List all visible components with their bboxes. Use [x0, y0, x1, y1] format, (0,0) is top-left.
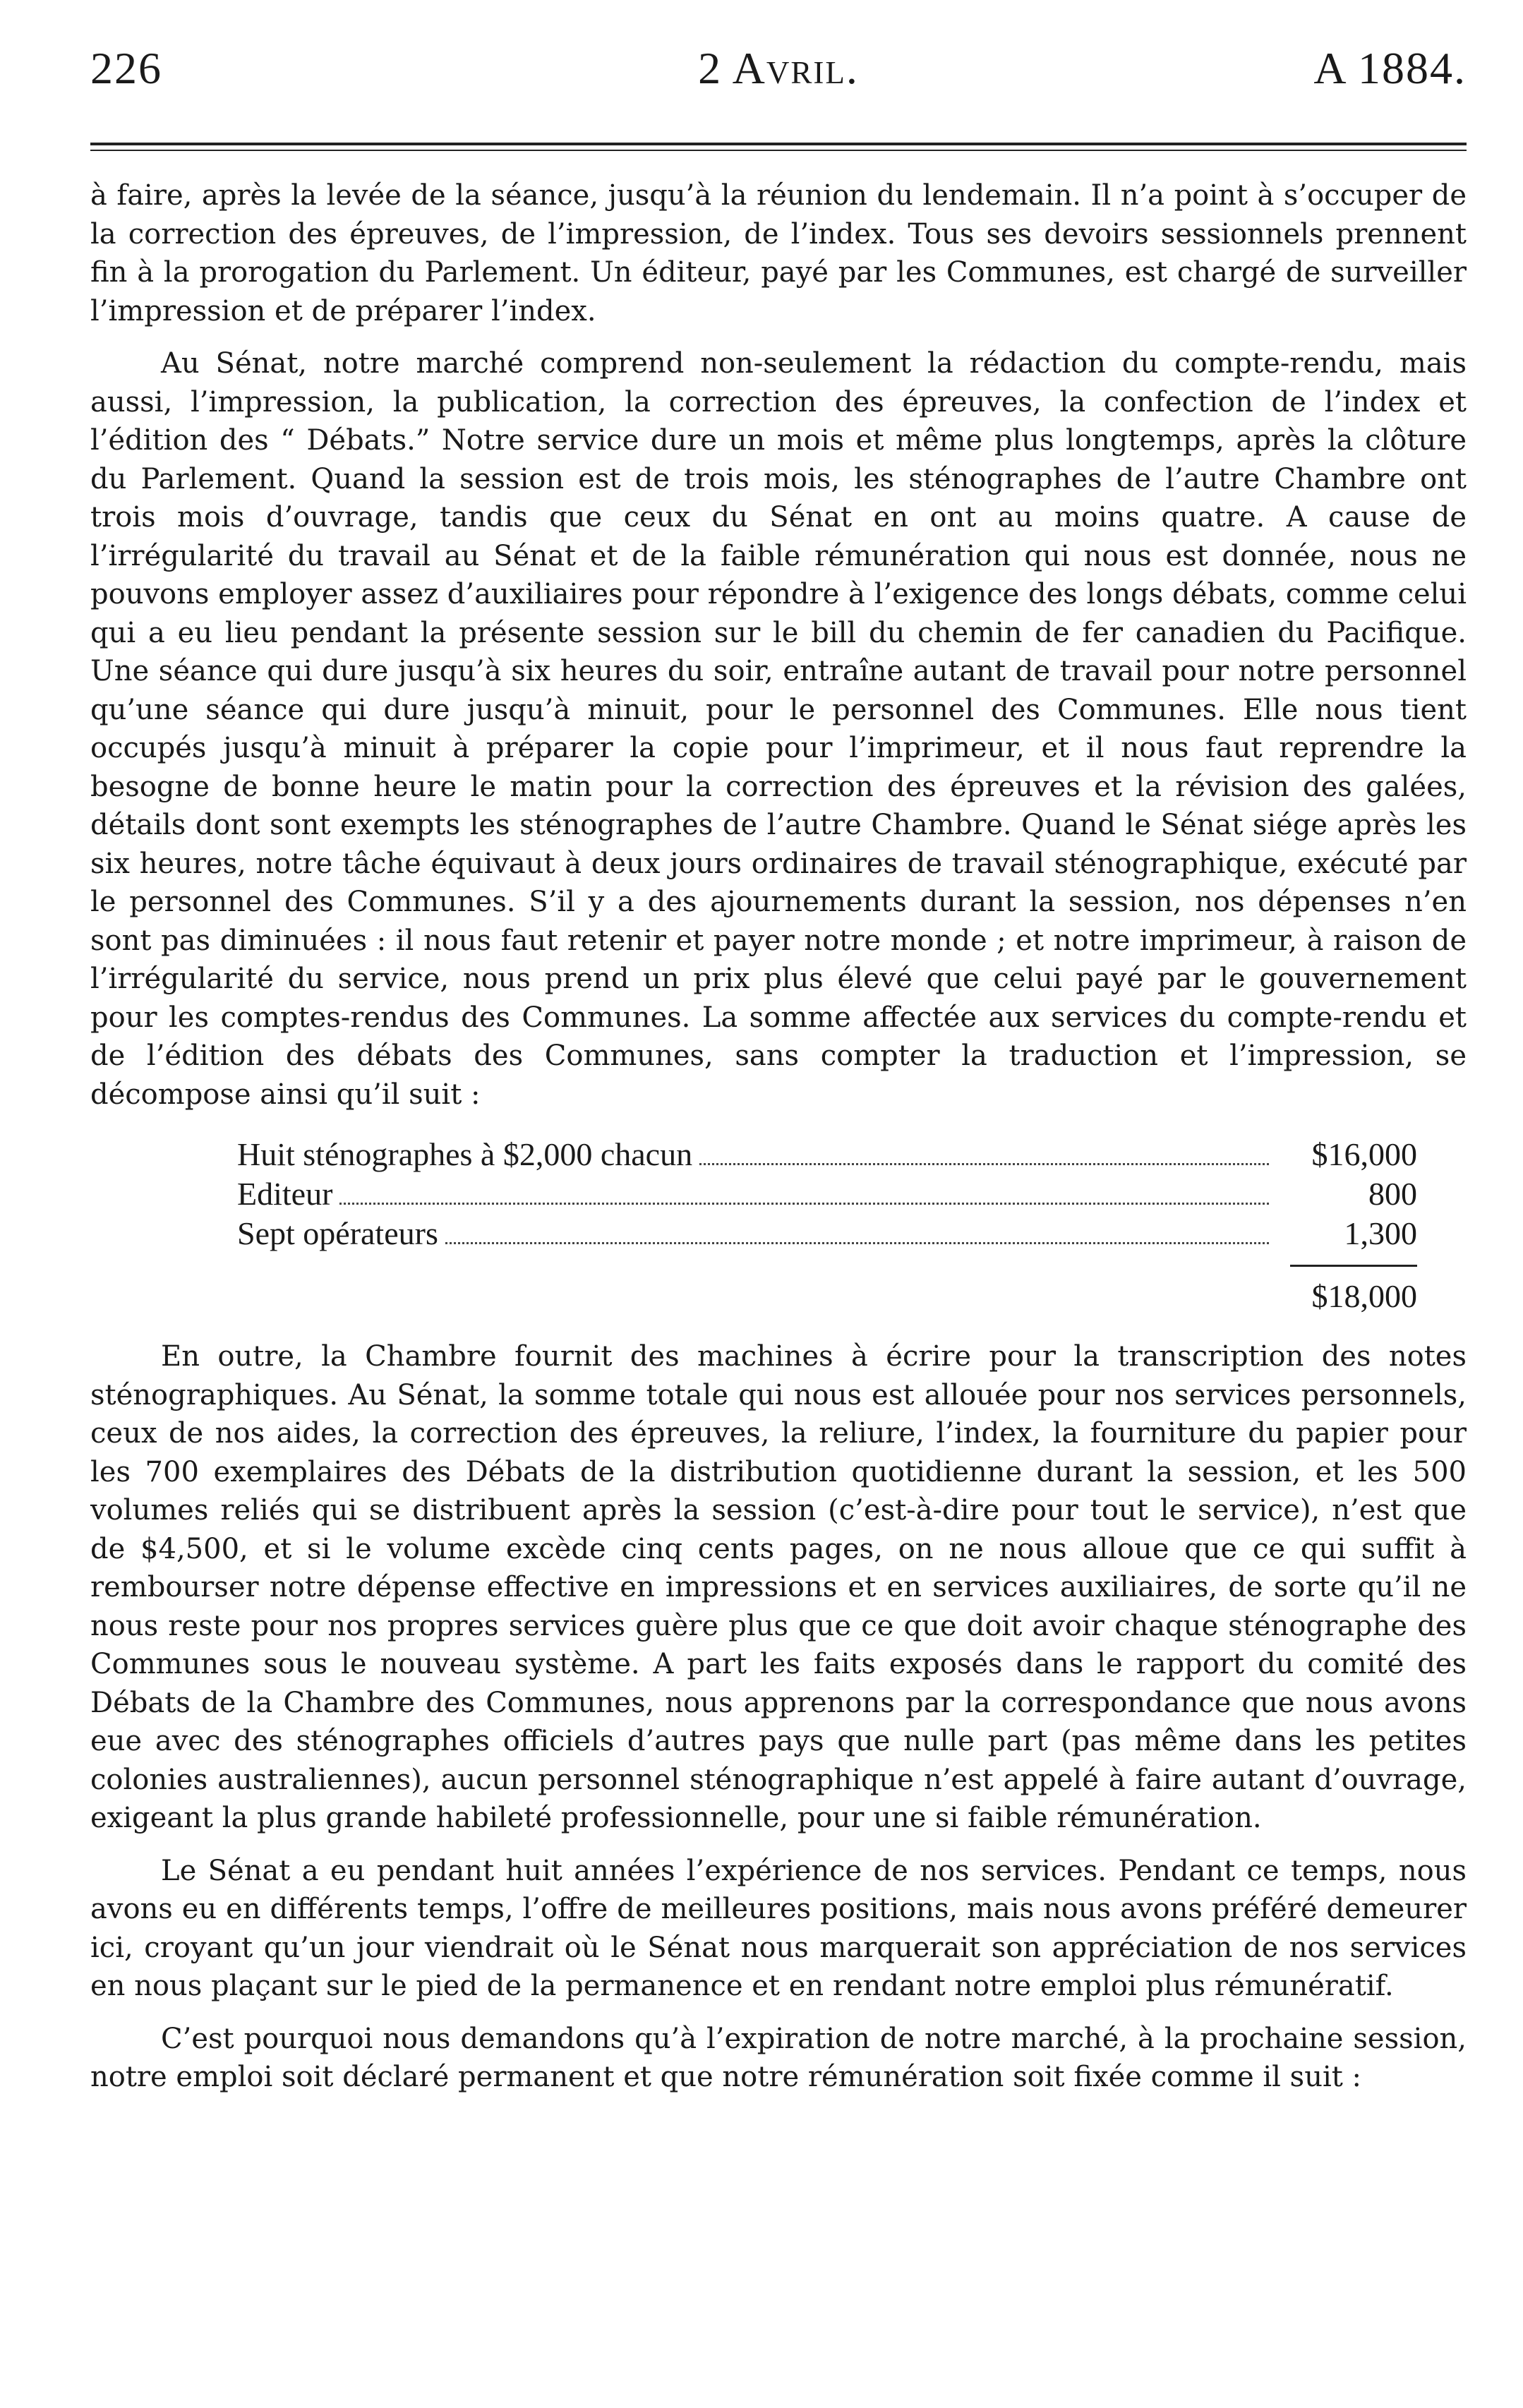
header-date: 2 Avril.	[698, 43, 859, 93]
paragraph: C’est pourquoi nous demandons qu’à l’expiration de notre marché, à la prochaine session, notre emploi soit déclaré permanent et que notre rémunération soit fixée comme il suit :	[90, 2022, 1467, 2093]
leader-dots	[339, 1203, 1269, 1205]
salary-label: Huit sténographes à $2,000 chacun	[237, 1136, 693, 1172]
paragraph-continued: à faire, après la levée de la séance, jusqu’à la réunion du lendemain. Il n’a point à s’occuper de la correction des épreuves, de l’impression, de l’index. Tous ses devoirs sessionnels prennent fin à la prorogation du Parlement. Un éditeur, payé par les Communes, est chargé de surveiller l’impression et de préparer l’index.	[90, 179, 1467, 327]
salary-amount: 1,300	[1344, 1215, 1417, 1251]
header-year: A 1884.	[1313, 43, 1467, 93]
paragraph: Le Sénat a eu pendant huit années l’expérience de nos services. Pendant ce temps, nous avons eu en différents temps, l’offre de meilleures positions, mais nous avons préféré demeurer ici, croyant qu’un jour viendrait où le Sénat nous marquerait son appréciation de nos services en nous plaçant sur le pied de la permanence et en rendant notre emploi plus rémunératif.	[90, 1854, 1467, 2002]
running-header	[90, 42, 1467, 106]
page-number: 226	[90, 43, 162, 93]
header-rule-thick	[90, 143, 1467, 145]
salary-row	[237, 1174, 1417, 1214]
salary-label: Sept opérateurs	[237, 1215, 438, 1251]
leader-dots	[445, 1242, 1269, 1244]
salary-row	[237, 1214, 1417, 1253]
sum-rule	[1290, 1265, 1417, 1267]
salary-row	[237, 1135, 1417, 1174]
salary-amount: $16,000	[1311, 1136, 1417, 1172]
salary-table	[237, 1135, 1417, 1316]
salary-label: Editeur	[237, 1176, 333, 1212]
leader-dots	[699, 1163, 1269, 1165]
body-text	[90, 176, 1467, 2111]
header-rule-thin	[90, 150, 1467, 151]
salary-amount: 800	[1368, 1176, 1417, 1212]
paragraph: En outre, la Chambre fournit des machines à écrire pour la transcription des notes sténographiques. Au Sénat, la somme totale qui nous est allouée pour nos services personnels, ceux de nos aides, la correction des épreuves, la reliure, l’index, la fourniture du papier pour les 700 exemplaires des Débats de la distribution quotidienne durant la session, et les 500 volumes reliés qui se distribuent après la session (c’est-à-dire pour tout le service), n’est que de $4,500, et si le volume excède cinq cents pages, on ne nous alloue que ce qui suffit à rembourser notre dépense effective en impressions et en services auxiliaires, de sorte qu’il ne nous reste pour nos propres services guère plus que ce que doit avoir chaque sténographe des Communes sous le nouveau système. A part les faits exposés dans le rapport du comité des Débats de la Chambre des Communes, nous apprenons par la correspondance que nous avons eue avec des sténographes officiels d’autres pays que nulle part (pas même dans les petites colonies australiennes), aucun personnel sténographique n’est appelé à faire autant d’ouvrage, exigeant la plus grande habileté professionnelle, pour une si faible rémunération.	[90, 1340, 1467, 1834]
paragraph: Au Sénat, notre marché comprend non-seulement la rédaction du compte-rendu, mais aussi, l’impression, la publication, la correction des épreuves, la confection de l’index et l’édition des “ Débats.” Notre service dure un mois et même plus longtemps, après la clôture du Parlement. Quand la session est de trois mois, les sténographes de l’autre Chambre ont trois mois d’ouvrage, tandis que ceux du Sénat en ont au moins quatre. A cause de l’irrégularité du travail au Sénat et de la faible rémunération qui nous est donnée, nous ne pouvons employer assez d’auxiliaires pour répondre à l’exigence des longs débats, comme celui qui a eu lieu pendant la présente session sur le bill du chemin de fer canadien du Pacifique. Une séance qui dure jusqu’à six heures du soir, entraîne autant de travail pour notre personnel qu’une séance qui dure jusqu’à minuit, pour le personnel des Communes. Elle nous tient occupés jusqu’à minuit à préparer la copie pour l’imprimeur, et il nous faut reprendre la besogne de bonne heure le matin pour la correction des épreuves et la révision des galées, détails dont sont exempts les sténographes de l’autre Chambre. Quand le Sénat siége après les six heures, notre tâche équivaut à deux jours ordinaires de travail sténographique, exécuté par le personnel des Communes. S’il y a des ajournements durant la session, nos dépenses n’en sont pas diminuées : il nous faut retenir et payer notre monde ; et notre imprimeur, à raison de l’irrégularité du service, nous prend un prix plus élevé que celui payé par le gouvernement pour les comptes-rendus des Communes. La somme affectée aux services du compte-rendu et de l’édition des débats des Communes, sans compter la traduction et l’impression, se décompose ainsi qu’il suit :	[90, 347, 1467, 1111]
salary-total: $18,000	[1311, 1278, 1417, 1314]
